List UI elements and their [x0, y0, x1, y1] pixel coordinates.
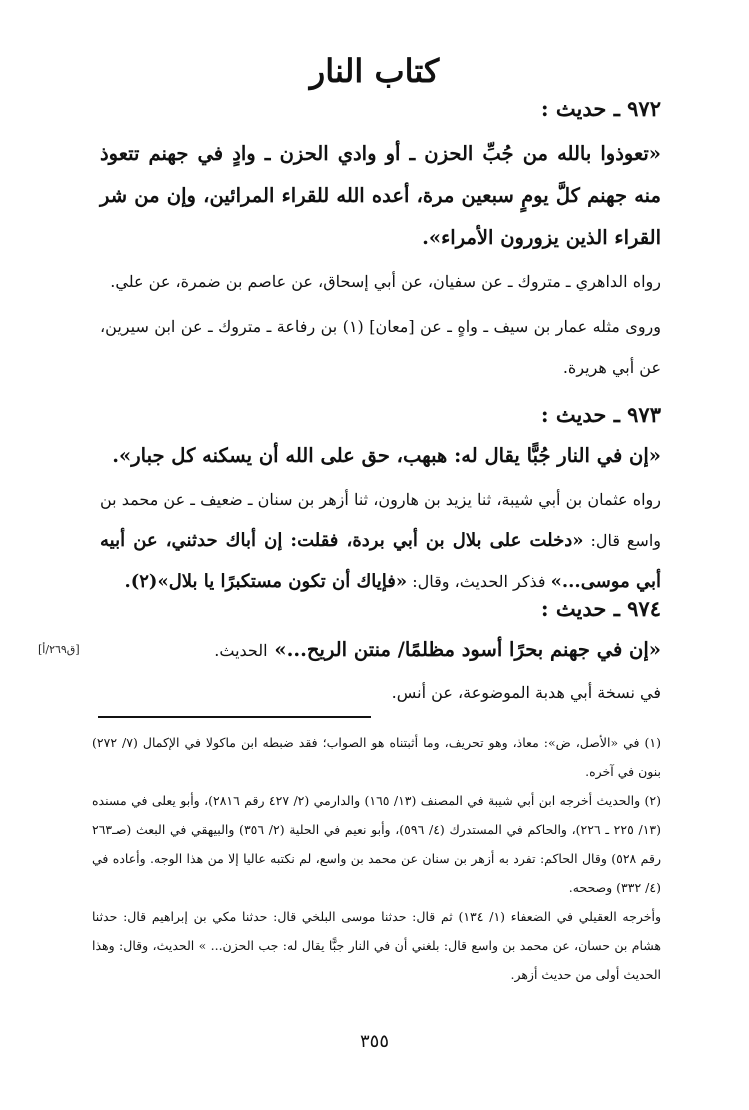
- footnote-2-continuation: وأخرجه العقيلي في الضعفاء (١/ ١٣٤) ثم قال: حدثنا موسى البلخي قال: حدثنا مكي بن إبراهيم قال: حدثنا هشام بن حسان، عن محمد بن واسع قال: بلغني أن في النار جبًّا يقال له: جب الحزن... » الحديث، وقال: وهذا الحديث أولى من حديث أزهر.: [92, 909, 661, 982]
- narration-connector: فذكر الحديث، وقال:: [412, 572, 546, 591]
- narration-quote-1: «دخلت على بلال بن أبي بردة، فقلت: إن أباك حدثني، عن أبيه أبي موسى...»: [100, 530, 661, 592]
- hadith-974-text: «إن في جهنم بحرًا أسود مظلمًا/ منتن الريح...»: [274, 638, 661, 661]
- hadith-972: [100, 96, 661, 388]
- footnote-divider: [98, 716, 371, 718]
- manuscript-folio-reference: [ق٢٦٩/أ]: [38, 643, 80, 656]
- hadith-972-heading: ٩٧٢ ـ حديث :: [540, 96, 661, 121]
- page-number: ٣٥٥: [359, 1031, 389, 1052]
- hadith-973-text: «إن في النار جُبًّا يقال له: هبهب، حق على الله أن يسكنه كل جبار».: [112, 444, 661, 467]
- hadith-974-suffix: الحديث.: [214, 641, 268, 660]
- hadith-972-narration-2: وروى مثله عمار بن سيف ـ واهٍ ـ عن [معان] (١) بن رفاعة ـ متروك ـ عن ابن سيرين، عن أبي هريرة.: [100, 317, 661, 377]
- hadith-972-narration-1: رواه الداهري ـ متروك ـ عن سفيان، عن أبي إسحاق، عن عاصم بن ضمرة، عن علي.: [110, 272, 661, 291]
- hadith-974-source: في نسخة أبي هدبة الموضوعة، عن أنس.: [391, 683, 661, 702]
- hadith-972-text: «تعوذوا بالله من جُبِّ الحزن ـ أو وادي الحزن ـ وادٍ في جهنم تتعوذ منه جهنم كلَّ يومٍ سبعين مرة، أعده الله للقراء المرائين، وإن من شر القراء الذين يزورون الأمراء».: [100, 142, 661, 249]
- footnotes: [92, 728, 661, 989]
- hadith-974-text-line: [100, 629, 661, 672]
- hadith-973-narration: [100, 479, 661, 602]
- hadith-974: [100, 596, 661, 713]
- footnote-2: (٢) والحديث أخرجه ابن أبي شيبة في المصنف (١٣/ ١٦٥) والدارمي (٢/ ٤٢٧ رقم ٢٨١٦)، وأبو يعلى في مسنده (١٣/ ٢٢٥ ـ ٢٢٦)، والحاكم في المستدرك (٤/ ٥٩٦)، وأبو نعيم في الحلية (٢/ ٣٥٦) والبيهقي في البعث (صـ٢٦٣ رقم ٥٢٨) وقال الحاكم: تفرد به أزهر بن سنان عن محمد بن واسع، لم نكتبه عاليا إلا من هذا الوجه. وأعاده في (٤/ ٣٣٢) وصححه.: [92, 793, 662, 895]
- narration-quote-2: «فإياك أن تكون مستكبرًا يا بلال»(٢).: [124, 571, 408, 592]
- hadith-974-heading: ٩٧٤ ـ حديث :: [540, 596, 661, 621]
- hadith-973-heading: ٩٧٣ ـ حديث :: [540, 402, 661, 427]
- footnote-1: (١) في «الأصل، ض»: معاذ، وهو تحريف، وما أثبتناه هو الصواب؛ فقد ضبطه ابن ماكولا في الإكمال (٧/ ٢٧٢) بنون في آخره.: [92, 735, 661, 779]
- narration-chain: رواه عثمان بن أبي شيبة، ثنا يزيد بن هارون، ثنا أزهر بن سنان ـ ضعيف ـ عن محمد بن واسع قال:: [100, 490, 661, 550]
- page-title: كتاب النار: [309, 52, 440, 90]
- hadith-973: [100, 402, 661, 602]
